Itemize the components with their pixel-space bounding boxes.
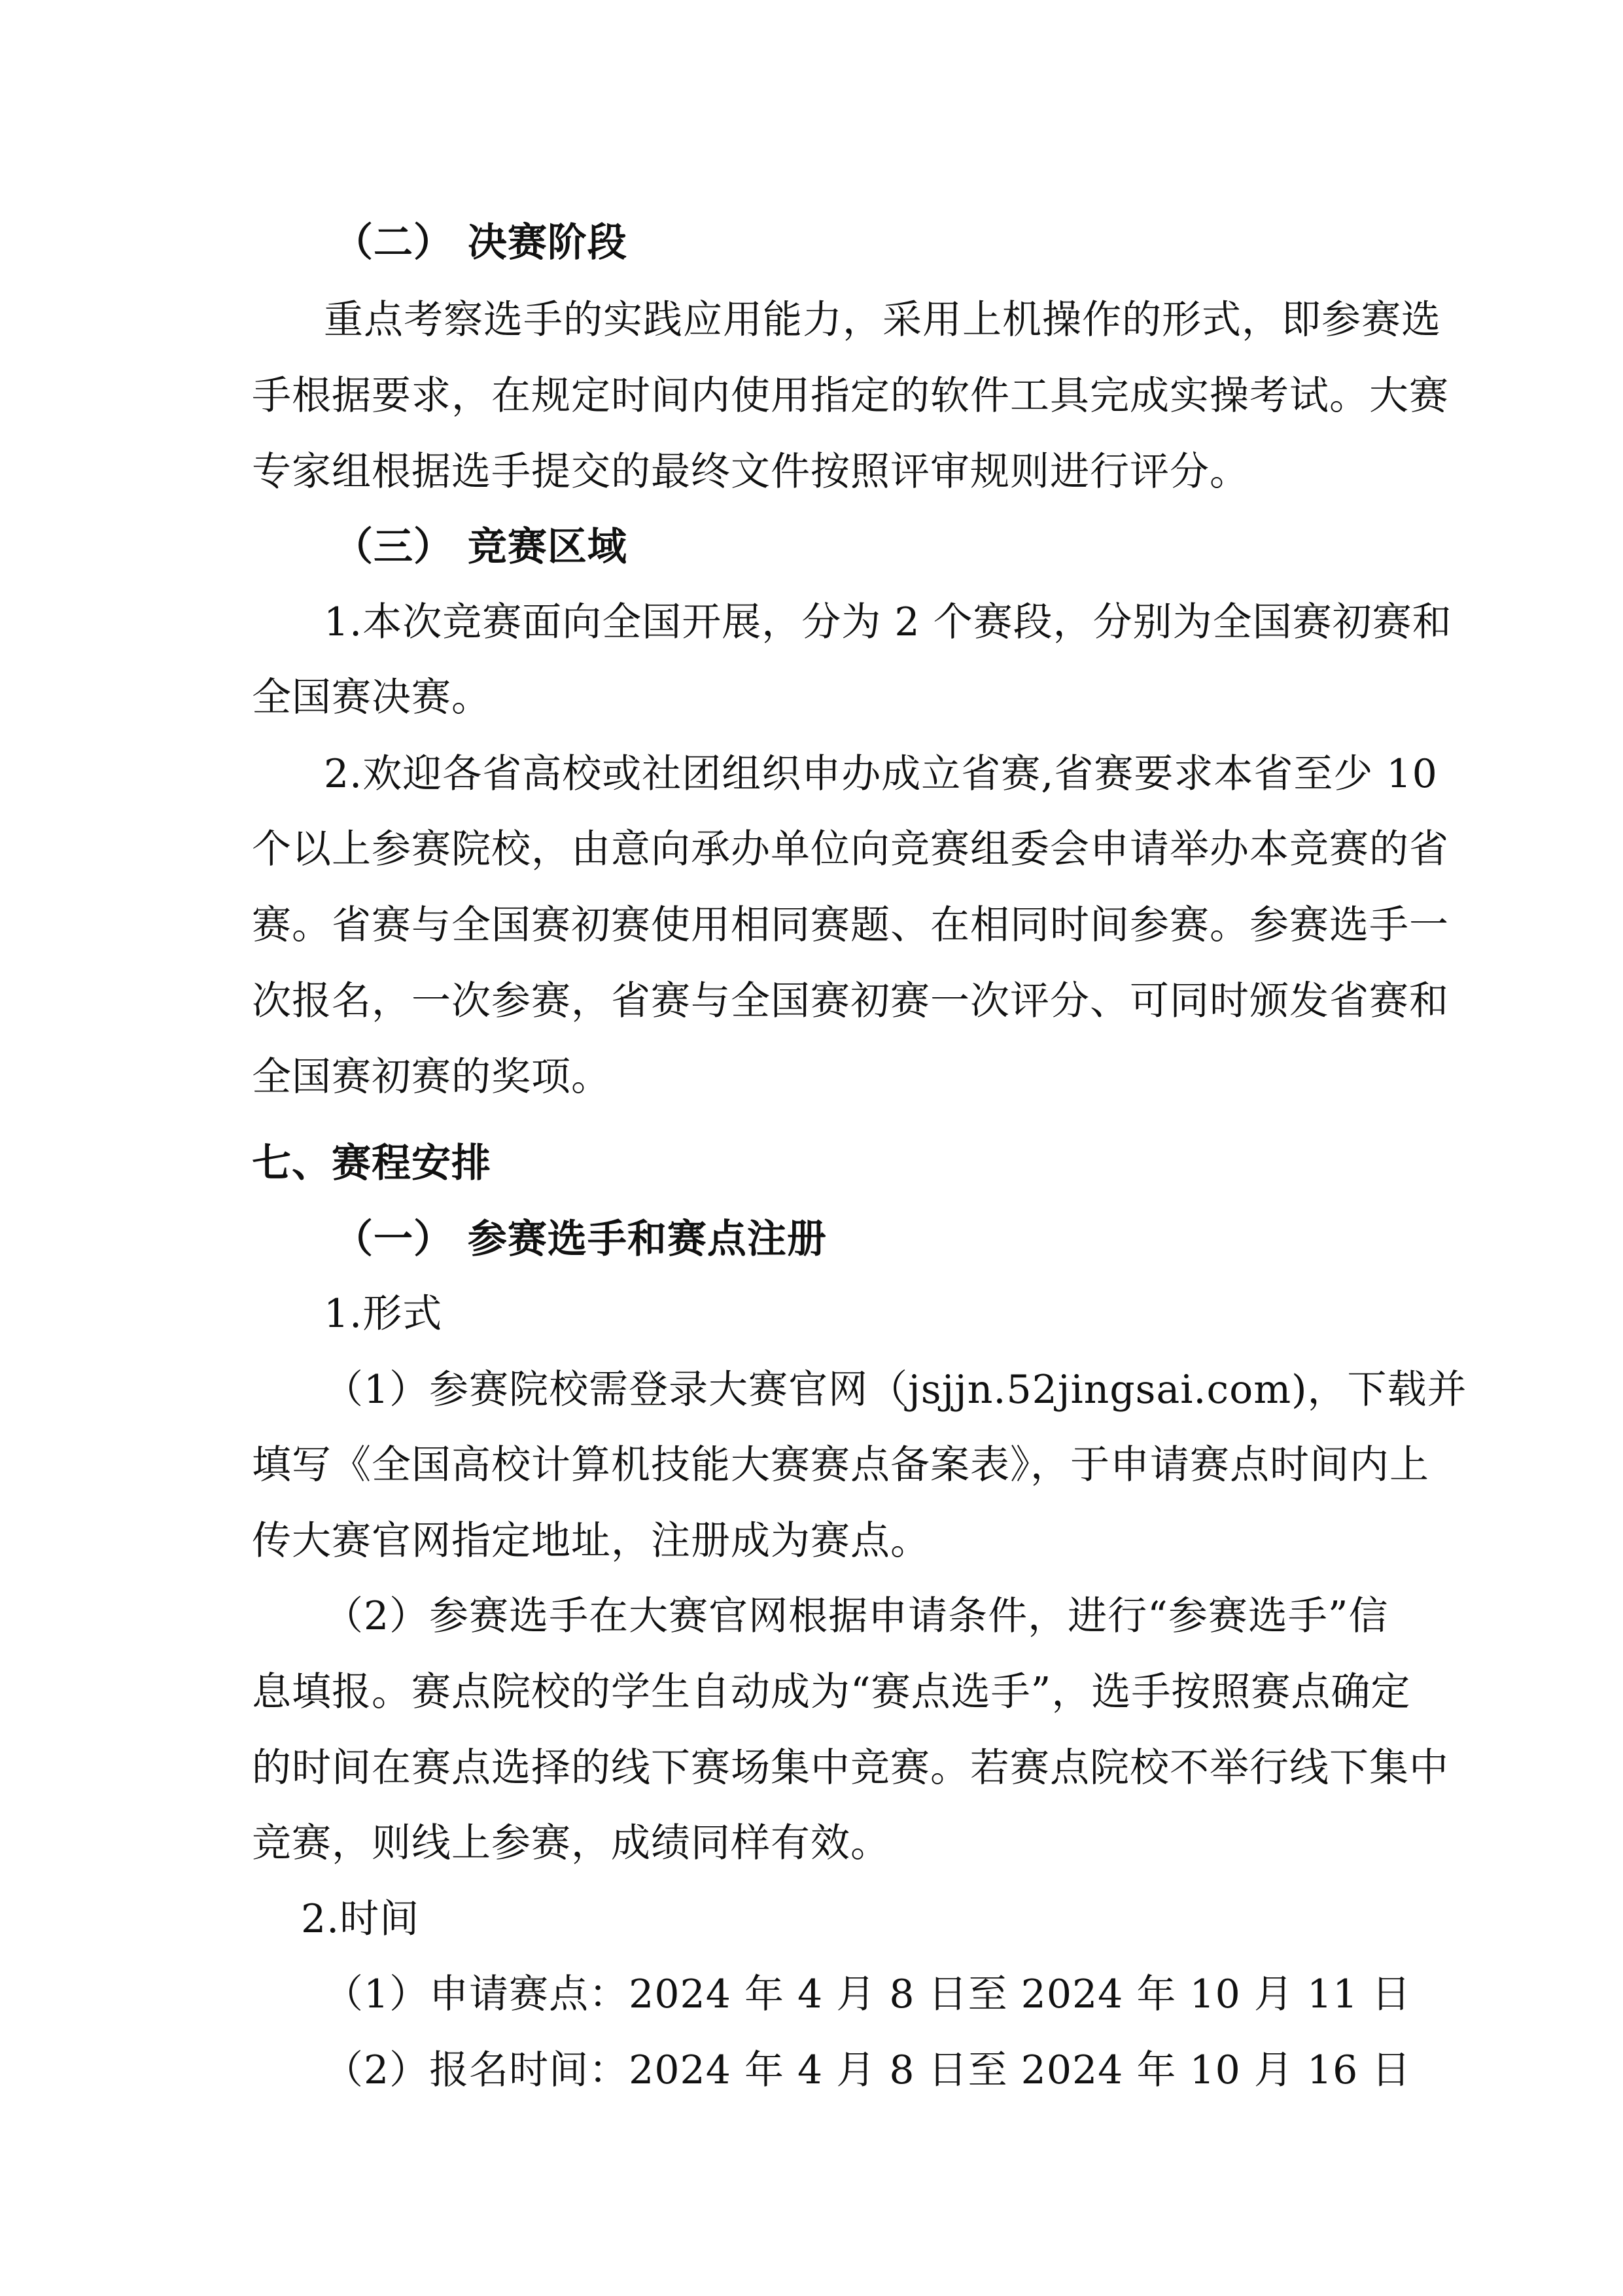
paragraph-line: 赛。省赛与全国赛初赛使用相同赛题、在相同时间参赛。参赛选手一 (252, 902, 1449, 948)
paragraph-line: 专家组根据选手提交的最终文件按照评审规则进行评分。 (252, 449, 1249, 495)
paragraph-line: 次报名，一次参赛，省赛与全国赛初赛一次评分、可同时颁发省赛和 (252, 978, 1449, 1024)
paragraph-line: 全国赛初赛的奖项。 (252, 1054, 611, 1100)
paragraph-line: 1.本次竞赛面向全国开展，分为 2 个赛段，分别为全国赛初赛和 (324, 599, 1452, 645)
paragraph-line: 重点考察选手的实践应用能力，采用上机操作的形式，即参赛选 (324, 297, 1441, 343)
item-heading-time: 2.时间 (301, 1896, 420, 1942)
subheading-registration: （一） 参赛选手和赛点注册 (334, 1216, 827, 1262)
time-line-registration: （2）报名时间：2024 年 4 月 8 日至 2024 年 10 月 16 日 (324, 2047, 1412, 2093)
paragraph-line: （2）参赛选手在大赛官网根据申请条件，进行“参赛选手”信 (324, 1593, 1389, 1639)
item-heading-format: 1.形式 (324, 1291, 443, 1337)
paragraph-line: 填写《全国高校计算机技能大赛赛点备案表》，于申请赛点时间内上 (252, 1442, 1429, 1488)
time-line-venue-application: （1）申请赛点：2024 年 4 月 8 日至 2024 年 10 月 11 日 (324, 1971, 1412, 2017)
paragraph-line: （1）参赛院校需登录大赛官网（jsjjn.52jingsai.com)，下载并 (324, 1367, 1467, 1413)
section-heading-schedule: 七、赛程安排 (252, 1140, 491, 1186)
paragraph-line: 个以上参赛院校，由意向承办单位向竞赛组委会申请举办本竞赛的省 (252, 826, 1449, 872)
paragraph-line: 手根据要求，在规定时间内使用指定的软件工具完成实操考试。大赛 (252, 373, 1449, 419)
paragraph-line: 息填报。赛点院校的学生自动成为“赛点选手”，选手按照赛点确定 (252, 1669, 1411, 1715)
paragraph-line: 传大赛官网指定地址，注册成为赛点。 (252, 1518, 930, 1564)
paragraph-line: 全国赛决赛。 (252, 675, 491, 720)
paragraph-line: 2.欢迎各省高校或社团组织申办成立省赛,省赛要求本省至少 10 (324, 751, 1438, 797)
subheading-final-stage: （二） 决赛阶段 (334, 220, 627, 266)
paragraph-line: 的时间在赛点选择的线下赛场集中竞赛。若赛点院校不举行线下集中 (252, 1745, 1449, 1791)
paragraph-line: 竞赛，则线上参赛，成绩同样有效。 (252, 1820, 890, 1866)
subheading-competition-area: （三） 竞赛区域 (334, 524, 627, 570)
